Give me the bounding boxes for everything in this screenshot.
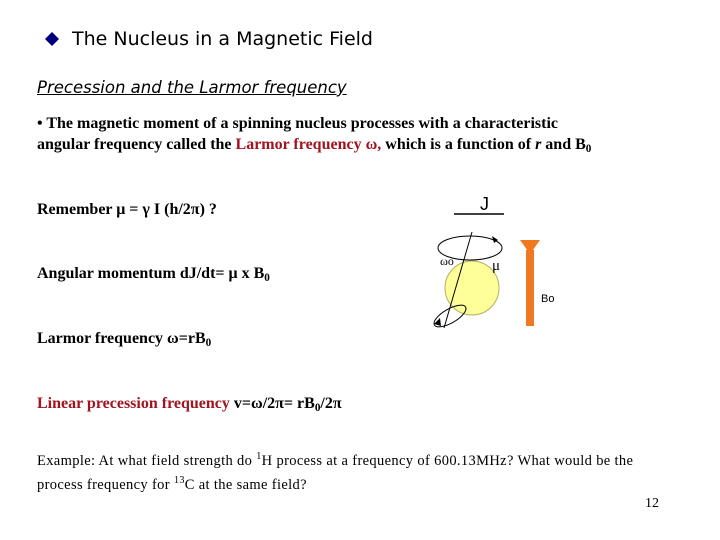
- spin-ellipse: [431, 301, 469, 331]
- equation-linear-precession: [37, 395, 342, 414]
- page-number: 12: [645, 496, 659, 511]
- spin-arrowhead-icon: [434, 318, 441, 326]
- example-line-2b: C at the same field?: [184, 477, 307, 493]
- equation-angular-momentum: [37, 265, 270, 284]
- linear-precession-sub: 0: [314, 402, 321, 414]
- intro-line-2: [37, 134, 591, 160]
- equation-larmor: [37, 330, 211, 349]
- intro-subscript: 0: [585, 143, 592, 155]
- omega-label: ωo: [440, 254, 454, 268]
- example-sup-2: 13: [173, 475, 185, 486]
- intro-text-3: which is a function of: [381, 136, 536, 153]
- precession-diagram: [410, 190, 570, 350]
- linear-precession-eq: v=ω/2π= rB: [233, 395, 315, 412]
- equation-angular-momentum-sub: 0: [264, 272, 270, 284]
- intro-text-2: angular frequency called the: [37, 136, 236, 153]
- slide-subtitle: Precession and the Larmor frequency: [37, 78, 347, 97]
- example-line-1: [37, 447, 633, 471]
- equation-larmor-sub: 0: [205, 337, 212, 349]
- intro-line-1: • The magnetic moment of a spinning nucleus processes with a characteristic: [37, 115, 558, 132]
- b-field-arrow: [526, 250, 534, 326]
- larmor-highlight: Larmor frequency ω,: [235, 136, 382, 153]
- equation-remember: Remember μ = γ I (h/2π) ?: [37, 201, 217, 218]
- linear-precession-tail: /2π: [320, 395, 342, 412]
- example-line-2a: process frequency for: [37, 477, 174, 493]
- linear-precession-label: Linear precession frequency: [37, 395, 234, 412]
- example-text: [37, 447, 633, 495]
- j-label: J: [480, 194, 489, 214]
- equation-larmor-text: Larmor frequency ω=rB: [37, 330, 206, 347]
- intro-paragraph: [37, 113, 591, 160]
- example-sup-1: 1: [256, 451, 262, 462]
- equation-angular-momentum-text: Angular momentum dJ/dt= μ x B: [37, 265, 265, 282]
- slide-title: The Nucleus in a Magnetic Field: [72, 28, 373, 50]
- intro-text-4: and B: [541, 136, 586, 153]
- example-line-1b: H process at a frequency of 600.13MHz? What would be the: [261, 453, 634, 469]
- example-line-1a: Example: At what field strength do: [37, 453, 257, 469]
- mu-label: μ: [492, 258, 501, 274]
- diamond-bullet-icon: [44, 31, 60, 47]
- b-field-label: Bo: [541, 293, 555, 305]
- gamma-symbol: r: [535, 136, 542, 153]
- example-line-2: [37, 471, 633, 495]
